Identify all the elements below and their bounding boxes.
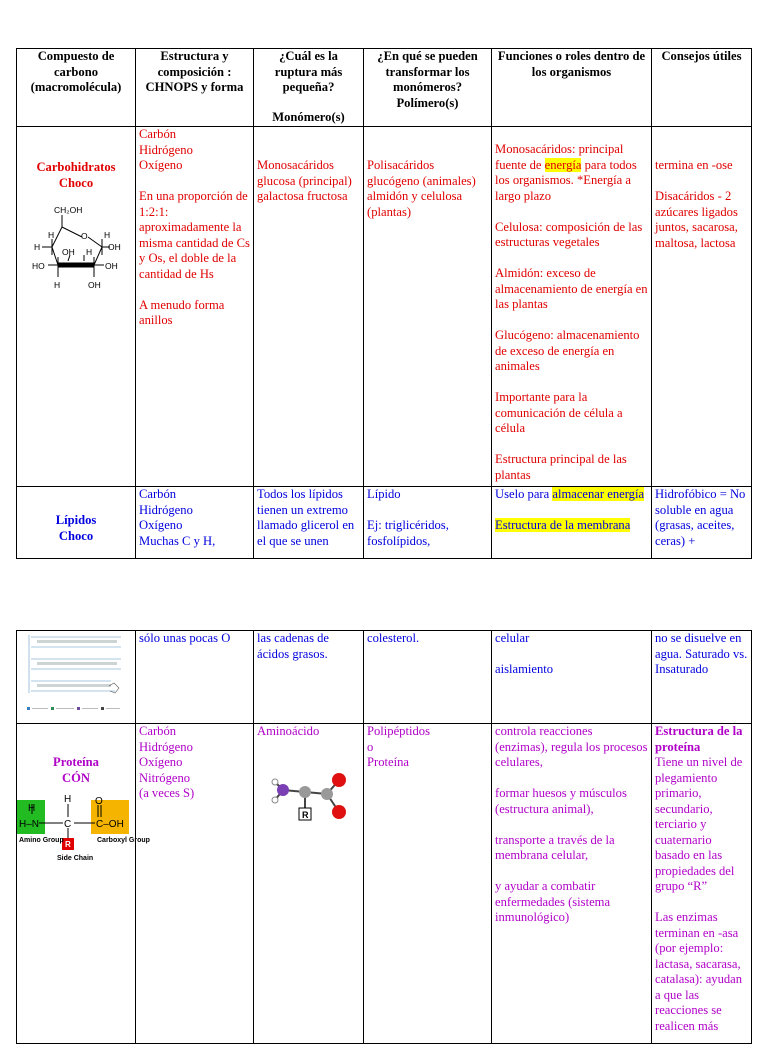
glucose-h-label-4: H [86, 247, 93, 257]
protein-name: Proteína [53, 755, 99, 769]
carb-function-glycogen: Glucógeno: almacenamiento de exceso de energía en animales [495, 328, 640, 373]
carb-function-starch: Almidón: exceso de almacenamiento de energía en las plantas [495, 266, 648, 311]
carb-element-carbon: Carbón [139, 127, 177, 141]
row-protein [17, 724, 752, 1044]
carb-name-cell [17, 127, 136, 487]
aa-c-oh: C–OH [96, 819, 124, 830]
protein-polymer-cell [364, 724, 492, 1044]
carb-function-energy: Monosacáridos: principal fuente de energía para todos los organismos. *Energía a largo plazo [495, 142, 637, 203]
protein-functions-cell [492, 724, 652, 1044]
aa-c-alpha: C [64, 819, 72, 830]
lipid-tips-continued [652, 631, 752, 724]
carb-name: Carbohidratos [36, 160, 116, 174]
protein-element-oxygen: Oxígeno [139, 755, 183, 769]
carb-polymer-text: Polisacáridos glucógeno (animales) almidón y celulosa (plantas) [367, 158, 476, 219]
lipid-monomer-text-continued: las cadenas de ácidos grasos. [257, 631, 330, 661]
carb-element-hydrogen: Hidrógeno [139, 142, 193, 157]
glucose-h-label-2: H [48, 230, 55, 240]
protein-polymer-protein: Proteína [367, 755, 409, 769]
lipid-element-oxygen: Oxígeno [139, 518, 183, 532]
lipid-structure-cell [136, 487, 254, 559]
carb-function-cellulose: Celulosa: composición de las estructuras vegetales [495, 219, 643, 249]
row-carbohydrates [17, 127, 752, 487]
lipid-monomer-continued [254, 631, 364, 724]
glucose-oh-label-4: OH [88, 280, 101, 290]
header-row [17, 49, 752, 127]
lipid-element-carbon: Carbón [139, 487, 177, 501]
glucose-ho-label: HO [32, 261, 45, 271]
lipid-name: Lípidos [55, 513, 97, 527]
aa-h-amino: H [28, 803, 36, 814]
protein-tips-cell [652, 724, 752, 1044]
protein-tip-title: Estructura de la proteína [655, 724, 743, 754]
carb-polymer-cell [364, 127, 492, 487]
protein-polymer-or: o [367, 739, 374, 754]
glucose-oh-label-1: OH [108, 242, 121, 252]
aa-side-chain-label: Side Chain [57, 855, 94, 862]
carb-tip-ose: termina en -ose [655, 158, 733, 172]
protein-function-enzymes: controla reacciones (enzimas), regula los procesos celulares, [495, 724, 648, 769]
lipid-image-cell [17, 631, 136, 724]
header-tips: Consejos útiles [652, 49, 752, 127]
carb-functions-cell [492, 127, 652, 487]
lipid-polymer-cholesterol: colesterol. [367, 631, 420, 645]
lipid-monomer-text: Todos los lípidos tienen un extremo llamado glicerol en el que se unen [257, 487, 355, 548]
glucose-o-label: O [81, 231, 88, 241]
macromolecule-table-part2 [16, 630, 752, 1044]
glucose-h-label-1: H [34, 242, 41, 252]
carb-monomer-text: Monosacáridos glucosa (principal) galactosa fructosa [257, 158, 352, 203]
carb-structure-cell [136, 127, 254, 487]
ball-model-r-label: R [302, 809, 309, 820]
lipid-element-hydrogen: Hidrógeno [139, 502, 193, 517]
protein-element-carbon: Carbón [139, 724, 177, 738]
protein-nickname: CÓN [62, 770, 90, 785]
lipid-function-insulation: aislamiento [495, 662, 554, 676]
lipid-polymer-cell [364, 487, 492, 559]
glucose-structure-image [30, 199, 122, 295]
lipid-element-note-continued: sólo unas pocas O [139, 631, 231, 645]
protein-function-transport: transporte a través de la membrana celular, [495, 832, 615, 862]
aa-r-group: R [65, 840, 71, 849]
protein-element-hydrogen: Hidrógeno [139, 739, 193, 754]
carb-element-oxygen: Oxígeno [139, 158, 183, 172]
glucose-oh-label-3: OH [105, 261, 118, 271]
header-compound: Compuesto de carbono (macromolécula) [17, 49, 136, 127]
lipid-monomer-cell [254, 487, 364, 559]
lipid-tip-hydrophobic: Hidrofóbico = No soluble en agua (grasas, aceites, ceras) + [655, 487, 746, 548]
carb-function-plant-structure: Estructura principal de las plantas [495, 452, 627, 482]
glucose-h-label-3: H [104, 230, 111, 240]
protein-function-immune: y ayudar a combatir enfermedades (sistema inmunológico) [495, 879, 611, 924]
header-functions: Funciones o roles dentro de los organismos [492, 49, 652, 127]
amino-acid-diagram [17, 792, 150, 870]
lipid-function-storage: Uselo para almacenar energía [495, 487, 645, 501]
lipid-name-cell [17, 487, 136, 559]
carb-tip-disaccharides: Disacáridos - 2 azúcares ligados juntos, sacarosa, maltosa, lactosa [655, 189, 738, 250]
aa-amino-group-label: Amino Group [19, 837, 64, 844]
macromolecule-table-part1 [16, 48, 752, 559]
aa-h-n: H–N [19, 819, 40, 830]
glucose-ch2oh-label: CH₂OH [54, 205, 83, 215]
glucose-h-label-5: H [54, 280, 61, 290]
protein-tip-enzymes: Las enzimas terminan en -asa (por ejemplo: lactasa, sacarasa, catalasa): ayudan a que las reacciones se realicen más [655, 910, 743, 1033]
lipid-tip-saturated: no se disuelve en agua. Saturado vs. Insaturado [655, 631, 748, 676]
row-lipids-continued [17, 631, 752, 724]
lipid-functions-continued [492, 631, 652, 724]
row-lipids [17, 487, 752, 559]
lipid-function-membrane-continued: celular [495, 631, 530, 645]
lipid-element-note: Muchas C y H, [139, 533, 216, 548]
lipid-polymer-examples: Ej: triglicéridos, fosfolípidos, [367, 518, 449, 548]
header-monomer-question: ¿Cuál es la ruptura más pequeña? [274, 49, 343, 94]
lipid-function-membrane [495, 518, 648, 534]
glucose-oh-label-2: OH [62, 247, 75, 257]
carb-ratio-text: En una proporción de 1:2:1: aproximadamente la misma cantidad de Cs y Os, el doble de la cantidad de Hs [139, 189, 250, 281]
carb-monomer-cell [254, 127, 364, 487]
header-structure: Estructura y composición : CHNOPS y forma [136, 49, 254, 127]
lipid-membrane-highlight: Estructura de la membrana [495, 518, 631, 532]
lipid-polymer-continued [364, 631, 492, 724]
lipid-polymer-label: Lípido [367, 487, 401, 501]
header-monomer-label: Monómero(s) [272, 109, 345, 124]
carb-nickname: Choco [58, 175, 94, 190]
header-polymer: ¿En qué se pueden transformar los monómeros? Polímero(s) [364, 49, 492, 127]
carb-function-communication: Importante para la comunicación de célula a célula [495, 390, 623, 435]
carb-tips-cell [652, 127, 752, 487]
carb-energy-highlight: energía [544, 157, 582, 172]
protein-tip-folding: Tiene un nivel de plegamiento primario, secundario, terciario y cuaternario basado en las propiedades del grupo “R” [655, 755, 743, 893]
carb-ring-text: A menudo forma anillos [139, 297, 225, 327]
protein-function-bones: formar huesos y músculos (estructura animal), [495, 786, 627, 816]
protein-monomer-text: Aminoácido [257, 724, 320, 738]
lipid-storage-highlight: almacenar energía [552, 487, 645, 501]
lipid-functions-cell [492, 487, 652, 559]
aa-h-alpha: H [64, 794, 72, 805]
phospholipid-structure-image [21, 631, 133, 717]
protein-element-sulfur: (a veces S) [139, 786, 195, 800]
protein-polymer-polypeptides: Polipéptidos [367, 724, 430, 738]
lipid-structure-continued [136, 631, 254, 724]
lipid-nickname: Choco [58, 528, 94, 543]
aa-carboxyl-group-label: Carboxyl Group [97, 837, 150, 844]
protein-monomer-cell [254, 724, 364, 1044]
protein-name-cell [17, 724, 150, 1044]
aa-o: O [95, 796, 103, 807]
lipid-tips-cell [652, 487, 752, 559]
amino-acid-ball-model-image [263, 754, 353, 824]
header-monomer [254, 49, 364, 127]
protein-element-nitrogen: Nitrógeno [139, 770, 191, 785]
protein-structure-cell [136, 724, 254, 1044]
